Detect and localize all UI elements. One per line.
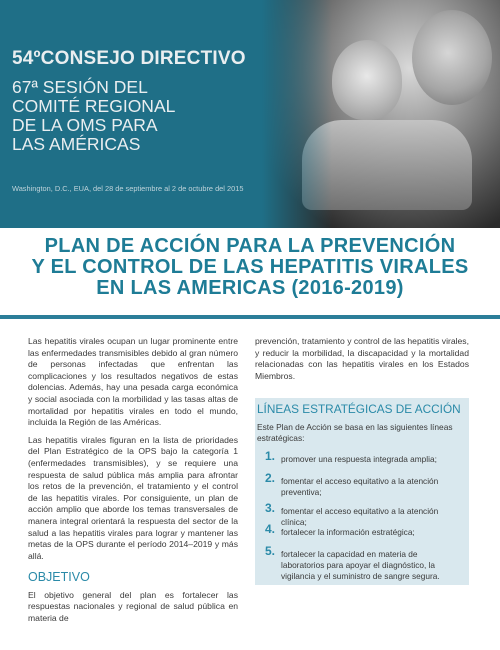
item-text: fomentar el acceso equitativo a la atención preventiva;: [281, 476, 439, 497]
divider-rule: [0, 315, 500, 319]
title-line: Y EL CONTROL DE LAS HEPATITIS VIRALES: [31, 256, 469, 278]
header-banner: [0, 0, 500, 228]
objective-heading: OBJETIVO: [28, 570, 90, 585]
session-title: [12, 78, 252, 154]
title-line: EN LAS AMERICAS (2016-2019): [96, 277, 404, 299]
item-text: fortalecer la información estratégica;: [281, 527, 415, 537]
paragraph: prevención, tratamiento y control de las hepatitis virales, y reducir la morbilidad, la discapacidad y la mortalidad relacionadas con las hepatitis virales en los Estados Miembros.: [255, 336, 469, 381]
session-line: COMITÉ REGIONAL: [12, 96, 176, 116]
right-column: [255, 336, 469, 388]
item-number: 2.: [265, 471, 276, 485]
photo-mother-face: [412, 10, 492, 105]
strategic-lines-heading: LÍNEAS ESTRATÉGICAS DE ACCIÓN: [257, 402, 461, 416]
paragraph: Las hepatitis virales figuran en la lista de prioridades del Plan Estratégico de la OPS bajo la categoría 1 (enfermedades transmisibles), y se requiere una respuesta de salud pública más amplia para afrontar los retos de la prevención, el tratamiento y el control de las hepatitis virales. Por consiguiente, un plan de acción amplio que aborde los temas transversales de manera integral orientará la respuesta del sector de la salud a las hepatitis virales para lograr y mantener las metas de la OPS durante el período 2014–2019 y más allá.: [28, 434, 238, 561]
photo-fade: [262, 0, 332, 228]
item-number: 5.: [265, 544, 276, 558]
place-date: Washington, D.C., EUA, del 28 de septiembre al 2 de octubre del 2015: [12, 184, 244, 193]
item-number: 4.: [265, 522, 276, 536]
paragraph: Las hepatitis virales ocupan un lugar prominente entre las enfermedades transmisibles debido al gran número de personas infectadas que enfrentan las complicaciones y los resultados negativos de estas dolencias. Además, hay una pesada carga económica y social asociada con la morbilidad y las tasas altas de mortalidad por hepatitis virales en todo el mundo, incluida la Región de las Américas.: [28, 336, 238, 428]
left-column: [28, 336, 238, 631]
session-line: 67ª SESIÓN DEL: [12, 77, 148, 97]
item-text: fortalecer la capacidad en materia de laboratorios para apoyar el diagnóstico, la vigilancia y el suministro de sangre segura.: [281, 549, 440, 581]
council-title: 54ºCONSEJO DIRECTIVO: [12, 48, 246, 69]
session-line: LAS AMÉRICAS: [12, 134, 141, 154]
paragraph: El objetivo general del plan es fortalecer las respuestas nacionales y regional de salud pública en materia de: [28, 589, 238, 624]
document-title: [0, 236, 500, 299]
title-line: PLAN DE ACCIÓN PARA LA PREVENCIÓN: [44, 235, 456, 257]
session-line: DE LA OMS PARA: [12, 115, 158, 135]
strategic-lines-box: [255, 398, 469, 585]
item-number: 1.: [265, 449, 276, 463]
item-number: 3.: [265, 501, 276, 515]
strategic-lines-intro: Este Plan de Acción se basa en las siguientes líneas estratégicas:: [257, 422, 453, 443]
photo-child-face: [332, 40, 402, 120]
item-text: promover una respuesta integrada amplia;: [281, 454, 437, 464]
item-text: fomentar el acceso equitativo a la atención clínica;: [281, 506, 439, 527]
mother-and-child-photo: [262, 0, 500, 228]
